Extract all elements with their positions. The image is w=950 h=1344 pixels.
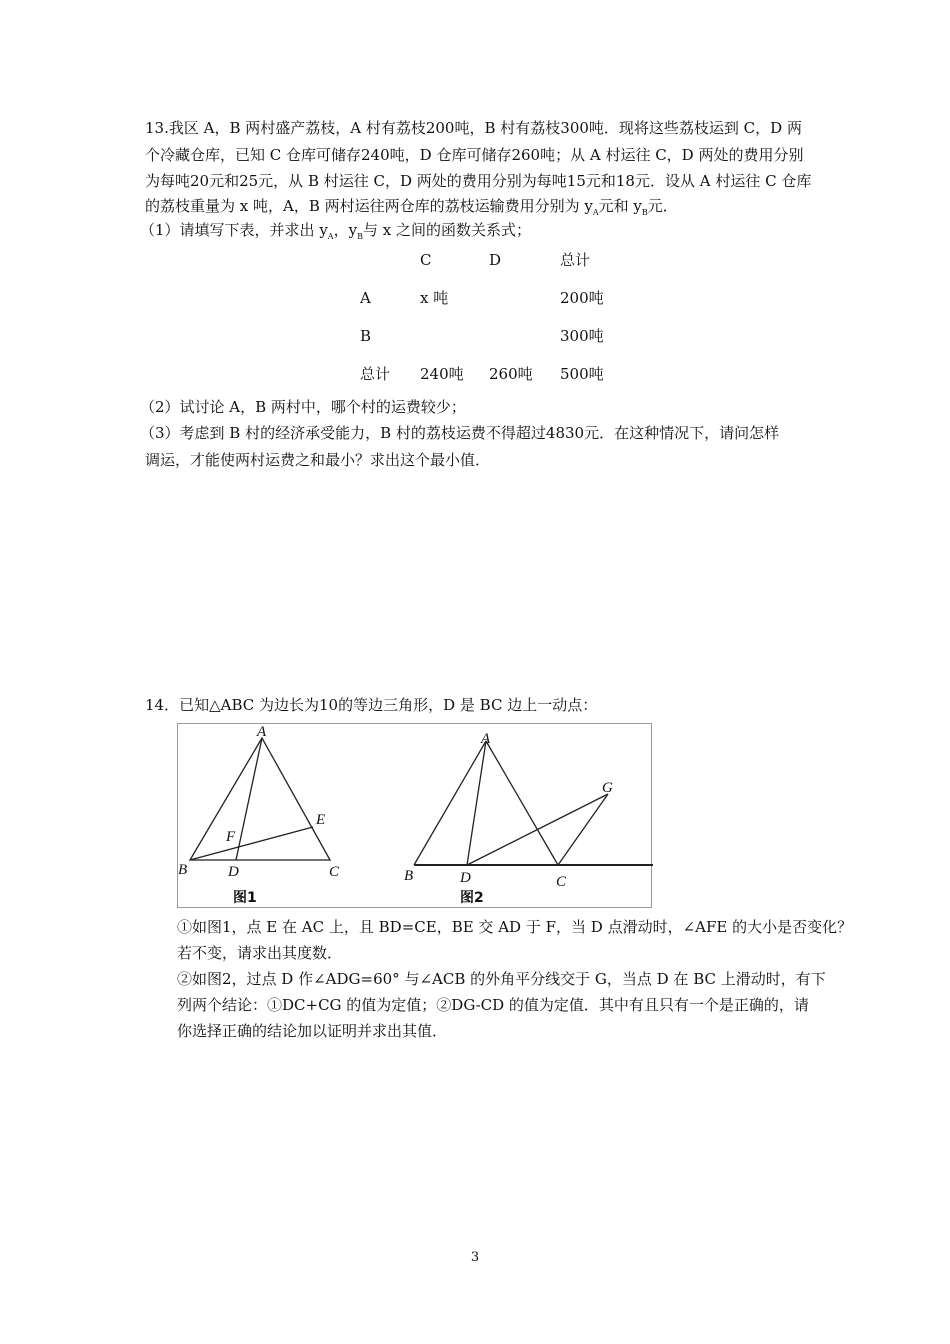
q13-line-4-post: 元． xyxy=(647,197,678,215)
fig1-label-e: E xyxy=(316,812,326,828)
q14-sub-2-line-1: ②如图2，过点 D 作∠ADG=60° 与∠ACB 的外角平分线交于 G，当点 D 在 BC 上滑动时，有下 xyxy=(177,970,826,988)
fig1-label-c: C xyxy=(329,864,340,880)
q13-part-3-line-1: （3）考虑到 B 村的经济承受能力，B 村的荔枝运费不得超过4830元．在这种情况下，请问怎样 xyxy=(140,424,780,442)
q13-part-1-post: 与 x 之间的函数关系式； xyxy=(362,221,531,239)
fig1-label-a: A xyxy=(257,724,267,740)
table-row-b-total: 300吨 xyxy=(560,327,604,345)
table-header-d: D xyxy=(489,251,502,269)
geometry-figures xyxy=(178,724,653,909)
table-row-total-c: 240吨 xyxy=(420,365,464,383)
fig2-label-a: A xyxy=(481,731,491,747)
q13-line-2: 个冷藏仓库，已知 C 仓库可储存240吨，D 仓库可储存260吨；从 A 村运往 C，D 两处的费用分别 xyxy=(145,146,804,164)
table-row-a-total: 200吨 xyxy=(560,289,604,307)
fig2-segment-ab xyxy=(414,741,486,865)
fig1-label-b: B xyxy=(178,862,188,878)
fig2-label-g: G xyxy=(602,780,613,796)
subscript-b: B xyxy=(357,232,363,241)
table-header-total: 总计 xyxy=(560,251,591,269)
fig2-caption: 图2 xyxy=(460,890,484,906)
subscript-b: B xyxy=(641,208,648,217)
fig2-label-c: C xyxy=(556,874,567,890)
table-row-a-label: A xyxy=(360,289,371,307)
q13-line-4-mid: 元和 y xyxy=(598,197,642,215)
table-row-total-d: 260吨 xyxy=(489,365,533,383)
q13-line-1: 13.我区 A，B 两村盛产荔枝，A 村有荔枝200吨，B 村有荔枝300吨．现将这些荔枝运到 C，D 两 xyxy=(145,119,802,137)
table-row-total-total: 500吨 xyxy=(560,365,604,383)
table-header-c: C xyxy=(420,251,432,269)
q13-part-1-mid: ，y xyxy=(333,221,358,239)
q13-part-2: （2）试讨论 A，B 两村中，哪个村的运费较少； xyxy=(140,398,466,416)
subscript-a: A xyxy=(592,208,599,217)
fig2-label-b: B xyxy=(404,868,414,884)
q13-part-1-pre: （1）请填写下表，并求出 y xyxy=(140,221,328,239)
table-row-b-label: B xyxy=(360,327,372,345)
subscript-a: A xyxy=(327,232,334,241)
fig2-label-d: D xyxy=(460,870,471,886)
q14-sub-1-line-2: 若不变，请求出其度数． xyxy=(177,944,343,962)
q13-line-4-pre: 的荔枝重量为 x 吨，A，B 两村运往两仓库的荔枝运输费用分别为 y xyxy=(145,197,593,215)
q14-figure xyxy=(177,723,652,908)
fig1-label-d: D xyxy=(228,864,239,880)
table-row-a-c: x 吨 xyxy=(420,289,449,307)
fig1-label-f: F xyxy=(226,829,236,845)
q14-stem: 14．已知△ABC 为边长为10的等边三角形，D 是 BC 边上一动点： xyxy=(145,696,598,714)
q14-sub-1-line-1: ①如图1，点 E 在 AC 上，且 BD=CE，BE 交 AD 于 F，当 D 点滑动时，∠AFE 的大小是否变化？ xyxy=(177,918,853,936)
q13-line-3: 为每吨20元和25元，从 B 村运往 C，D 两处的费用分别为每吨15元和18元．设从 A 村运往 C 仓库 xyxy=(145,172,812,190)
page-number: 3 xyxy=(470,1250,480,1265)
q13-line-4 xyxy=(145,196,678,223)
q13-part-1 xyxy=(140,220,531,247)
q13-part-3-line-2: 调运，才能使两村运费之和最小？求出这个最小值． xyxy=(145,451,491,469)
fig2-segment-ad xyxy=(467,741,486,865)
fig1-segment-be xyxy=(190,827,313,860)
fig2-segment-ac xyxy=(486,741,558,865)
fig1-caption: 图1 xyxy=(233,890,257,906)
fig2-segment-dg xyxy=(467,794,608,865)
q14-sub-2-line-2: 列两个结论：①DC+CG 的值为定值；②DG-CD 的值为定值．其中有且只有一个是正确的，请 xyxy=(177,996,809,1014)
fig2-segment-cg xyxy=(558,794,608,865)
table-row-total-label: 总计 xyxy=(360,365,391,383)
q14-sub-2-line-3: 你选择正确的结论加以证明并求出其值． xyxy=(177,1022,448,1040)
